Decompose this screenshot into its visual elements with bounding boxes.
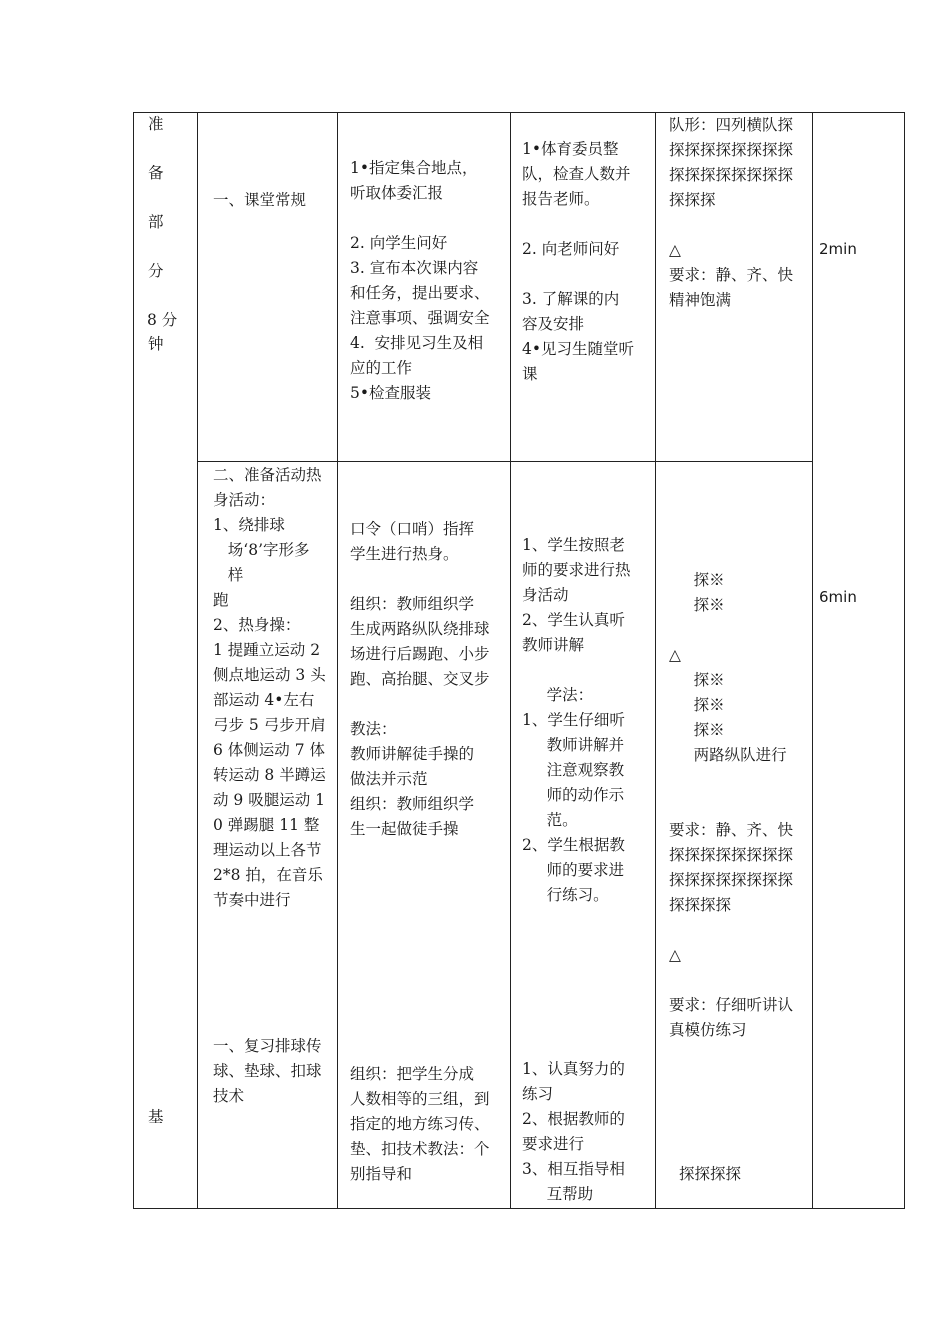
text-line: 2. 向学生问好: [350, 234, 448, 252]
text-line: 3. 了解课的内: [522, 290, 620, 308]
text-line: 垫、扣技术教法：个: [350, 1140, 490, 1158]
text-line: 互帮助: [522, 1185, 594, 1203]
row1-student: [522, 137, 634, 387]
text-line: 要求：静、齐、快: [669, 821, 794, 839]
text-line: 2、根据教师的: [522, 1110, 625, 1128]
text-line: 组织：教师组织学: [350, 595, 475, 613]
text-line: 动 9 吸腿运动 1: [213, 791, 326, 809]
text-line: 组织：把学生分成: [350, 1065, 475, 1083]
col-divider-2: [337, 112, 338, 1209]
text-line: 4•见习生随堂听: [522, 340, 635, 358]
text-line: 1、绕排球: [213, 516, 285, 534]
text-line: 组织：教师组织学: [350, 795, 475, 813]
table-right-border: [904, 112, 905, 1209]
row2-organization: [669, 568, 793, 1043]
text-line: 6 体侧运动 7 体: [213, 741, 326, 759]
text-line: 探※: [669, 696, 725, 714]
text-line: 1•指定集合地点，: [350, 159, 478, 177]
text-line: 两路纵队进行: [669, 746, 787, 764]
text-line: 2*8 拍，在音乐: [213, 866, 323, 884]
row3-content: [213, 1034, 322, 1109]
text-line: 生成两路纵队绕排球: [350, 620, 490, 638]
text-line: 身活动: [522, 586, 569, 604]
row3-organization: [679, 1162, 741, 1187]
text-line: 探※: [669, 596, 725, 614]
text-line: 要求进行: [522, 1135, 585, 1153]
text-line: 精神饱满: [669, 291, 732, 309]
row2-teacher: [350, 517, 490, 842]
text-line: 师的动作示: [522, 786, 625, 804]
text-line: 师的要求进行热: [522, 561, 631, 579]
text-line: [669, 918, 793, 943]
text-line: 教师讲解: [522, 636, 585, 654]
text-line: 节奏中进行: [213, 891, 291, 909]
text-line: 2、学生认真听: [522, 611, 625, 629]
text-line: 指定的地方练习传、: [350, 1115, 490, 1133]
section-char-4: 分: [148, 262, 164, 280]
section-basic-char: 基: [148, 1108, 164, 1126]
text-line: 探探探探: [669, 896, 732, 914]
row2-student: [522, 533, 631, 908]
text-line: 注意观察教: [522, 761, 625, 779]
col-divider-1: [197, 112, 198, 1209]
text-line: 1、学生按照老: [522, 536, 625, 554]
text-line: 师的要求进: [522, 861, 625, 879]
text-line: 3、相互指导相: [522, 1160, 625, 1178]
section-char-1: 准: [148, 115, 164, 133]
section-char-2: 备: [148, 164, 164, 182]
text-line: 学法：: [522, 686, 594, 704]
text-line: 注意事项、强调安全: [350, 309, 490, 327]
text-line: 探探探探探探探探: [669, 141, 794, 159]
text-line: 样: [213, 566, 244, 584]
text-line: 场进行后踢跑、小步: [350, 645, 490, 663]
text-line: 技术: [213, 1087, 245, 1105]
text-line: 跑、高抬腿、交叉步: [350, 670, 490, 688]
text-line: [669, 768, 793, 793]
text-line: 2、热身操：: [213, 616, 301, 634]
text-line: 练习: [522, 1085, 554, 1103]
text-line: 探※: [669, 571, 725, 589]
text-line: 跑: [213, 591, 229, 609]
text-line: 探探探探: [679, 1165, 742, 1183]
text-line: [350, 692, 490, 717]
row1-time: 2min: [819, 240, 857, 258]
text-line: 和任务，提出要求、: [350, 284, 490, 302]
text-line: 二、准备活动热: [213, 466, 322, 484]
text-line: 2. 向老师问好: [522, 240, 620, 258]
row1-content: [213, 188, 306, 213]
text-line: 1、认真努力的: [522, 1060, 625, 1078]
text-line: 身活动：: [213, 491, 276, 509]
text-line: 学生进行热身。: [350, 545, 459, 563]
row3-student: [522, 1057, 625, 1207]
text-line: 探探探: [669, 191, 716, 209]
text-line: 2、学生根据教: [522, 836, 625, 854]
text-line: 弓步 5 弓步开肩: [213, 716, 326, 734]
text-line: [669, 213, 793, 238]
text-line: 3. 宣布本次课内容: [350, 259, 479, 277]
table-left-border: [133, 112, 134, 1209]
text-line: 听取体委汇报: [350, 184, 444, 202]
text-line: △: [669, 241, 681, 259]
text-line: 探探探探探探探探: [669, 166, 794, 184]
text-line: [669, 968, 793, 993]
text-line: [669, 793, 793, 818]
text-line: 部运动 4•左右: [213, 691, 315, 709]
text-line: 探探探探探探探探: [669, 871, 794, 889]
text-line: 生一起做徒手操: [350, 820, 459, 838]
section-duration: 8 分: [147, 311, 178, 329]
text-line: 一、课堂常规: [213, 191, 307, 209]
text-line: [350, 567, 490, 592]
text-line: 队形：四列横队探: [669, 116, 794, 134]
text-line: 球、垫球、扣球: [213, 1062, 322, 1080]
text-line: 课: [522, 365, 538, 383]
text-line: △: [669, 646, 681, 664]
row-divider: [197, 461, 812, 462]
text-line: 范。: [522, 811, 578, 829]
text-line: 别指导和: [350, 1165, 413, 1183]
text-line: 侧点地运动 3 头: [213, 666, 326, 684]
text-line: [522, 262, 634, 287]
text-line: 应的工作: [350, 359, 413, 377]
text-line: 教师讲解并: [522, 736, 625, 754]
text-line: 真模仿练习: [669, 1021, 747, 1039]
text-line: 教法：: [350, 720, 397, 738]
text-line: 队，检查人数并: [522, 165, 631, 183]
text-line: 做法并示范: [350, 770, 428, 788]
text-line: 探※: [669, 721, 725, 739]
text-line: 0 弹踢腿 11 整: [213, 816, 320, 834]
row1-teacher: [350, 156, 490, 406]
text-line: 要求：静、齐、快: [669, 266, 794, 284]
text-line: 人数相等的三组，到: [350, 1090, 490, 1108]
row2-content: [213, 463, 326, 913]
col-divider-3: [510, 112, 511, 1209]
text-line: 探探探探探探探探: [669, 846, 794, 864]
section-char-3: 部: [148, 213, 164, 231]
col-divider-5: [812, 112, 813, 1209]
text-line: △: [669, 946, 681, 964]
text-line: 理运动以上各节: [213, 841, 322, 859]
text-line: 1 提踵立运动 2: [213, 641, 321, 659]
text-line: 教师讲解徒手操的: [350, 745, 475, 763]
text-line: 1•体育委员整: [522, 140, 619, 158]
text-line: 4. 安排见习生及相: [350, 334, 484, 352]
text-line: [522, 658, 631, 683]
text-line: 容及安排: [522, 315, 585, 333]
row1-organization: [669, 113, 793, 313]
text-line: 转运动 8 半蹲运: [213, 766, 326, 784]
text-line: 报告老师。: [522, 190, 600, 208]
row2-time: 6min: [819, 588, 857, 606]
section-duration-unit: 钟: [148, 335, 164, 353]
text-line: 5•检查服装: [350, 384, 432, 402]
text-line: 1、学生仔细听: [522, 711, 625, 729]
text-line: [522, 212, 634, 237]
col-divider-4: [655, 112, 656, 1209]
text-line: 场‘8’字形多: [213, 541, 310, 559]
text-line: [669, 618, 793, 643]
text-line: 行练习。: [522, 886, 609, 904]
table-bottom-border: [133, 1208, 905, 1209]
text-line: 要求：仔细听讲认: [669, 996, 794, 1014]
text-line: 口令（口哨）指挥: [350, 520, 475, 538]
row3-teacher: [350, 1062, 490, 1187]
text-line: [350, 206, 490, 231]
text-line: 一、复习排球传: [213, 1037, 322, 1055]
text-line: 探※: [669, 671, 725, 689]
